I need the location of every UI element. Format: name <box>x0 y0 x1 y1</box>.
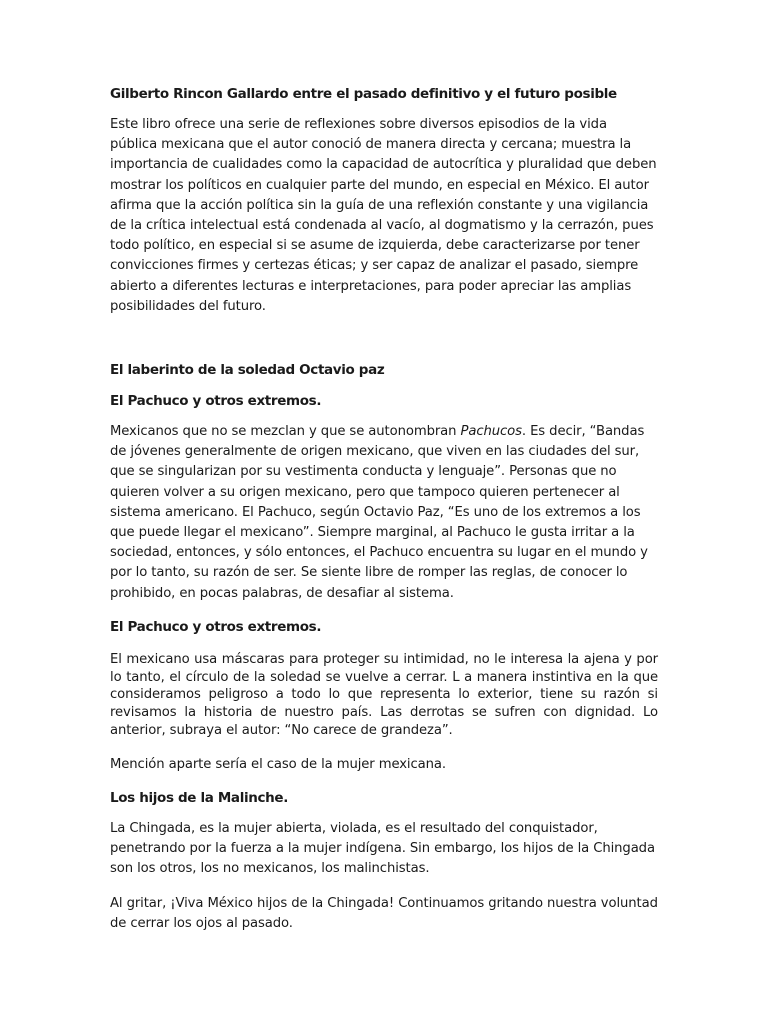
paragraph-pachuco-1-rest: . Es decir, “Bandas de jóvenes generalmente de origen mexicano, que viven en las ciudades del sur, que se singularizan por su vestimenta conducta y lenguaje”. Personas que no quieren volver a su origen mexicano, pero que tampoco quieren pertenecer al sistema americano. El Pachuco, según Octavio Paz, “Es uno de los extremos a los que puede llegar el mexicano”. Siempre marginal, al Pachuco le gusta irritar a la sociedad, entonces, y sólo entonces, el Pachuco encuentra su lugar en el mundo y por lo tanto, su razón de ser. Se siente libre de romper las reglas, de conocer lo prohibido, en pocas palabras, de desafiar al sistema. <box>110 424 648 601</box>
section-title-laberinto: El laberinto de la soledad Octavio paz <box>110 362 385 379</box>
paragraph-pachuco-1 <box>110 422 658 604</box>
paragraph-mujer-mexicana: Mención aparte sería el caso de la mujer mexicana. <box>110 756 446 772</box>
section-title-pachuco-2: El Pachuco y otros extremos. <box>110 618 322 635</box>
paragraph-pachuco-1-emphasis: Pachucos <box>460 424 522 440</box>
paragraph-pachuco-1-start: Mexicanos que no se mezclan y que se autonombran <box>110 424 461 440</box>
document-page <box>110 85 658 934</box>
paragraph-chingada: La Chingada, es la mujer abierta, violada, es el resultado del conquistador, penetrando por la fuerza a la mujer indígena. Sin embargo, los hijos de la Chingada son los otros, los no mexicanos, los malinchistas. <box>110 821 655 877</box>
section-title-rincon-gallardo: Gilberto Rincon Gallardo entre el pasado definitivo y el futuro posible <box>110 86 617 102</box>
paragraph-viva-mexico: Al gritar, ¡Viva México hijos de la Chingada! Continuamos gritando nuestra voluntad de cerrar los ojos al pasado. <box>110 895 658 931</box>
paragraph-rincon-gallardo: Este libro ofrece una serie de reflexiones sobre diversos episodios de la vida pública mexicana que el autor conoció de manera directa y cercana; muestra la importancia de cualidades como la capacidad de autocrítica y pluralidad que deben mostrar los políticos en cualquier parte del mundo, en especial en México. El autor afirma que la acción política sin la guía de una reflexión constante y una vigilancia de la crítica intelectual está condenada al vacío, al dogmatismo y la cerrazón, pues todo político, en especial si se asume de izquierda, debe caracterizarse por tener convicciones firmes y certezas éticas; y ser capaz de analizar el pasado, siempre abierto a diferentes lecturas e interpretaciones, para poder apreciar las amplias posibilidades del futuro. <box>110 117 657 314</box>
section-title-malinche: Los hijos de la Malinche. <box>110 790 289 807</box>
section-title-pachuco-1: El Pachuco y otros extremos. <box>110 393 322 410</box>
paragraph-mascaras: El mexicano usa máscaras para proteger su intimidad, no le interesa la ajena y por lo tanto, el círculo de la soledad se vuelve a cerrar. L a manera instintiva en la que consideramos peligroso a todo lo que representa lo exterior, tiene su razón si revisamos la historia de nuestro país. Las derrotas se sufren con dignidad. Lo anterior, subraya el autor: “No carece de grandeza”. <box>110 651 658 739</box>
